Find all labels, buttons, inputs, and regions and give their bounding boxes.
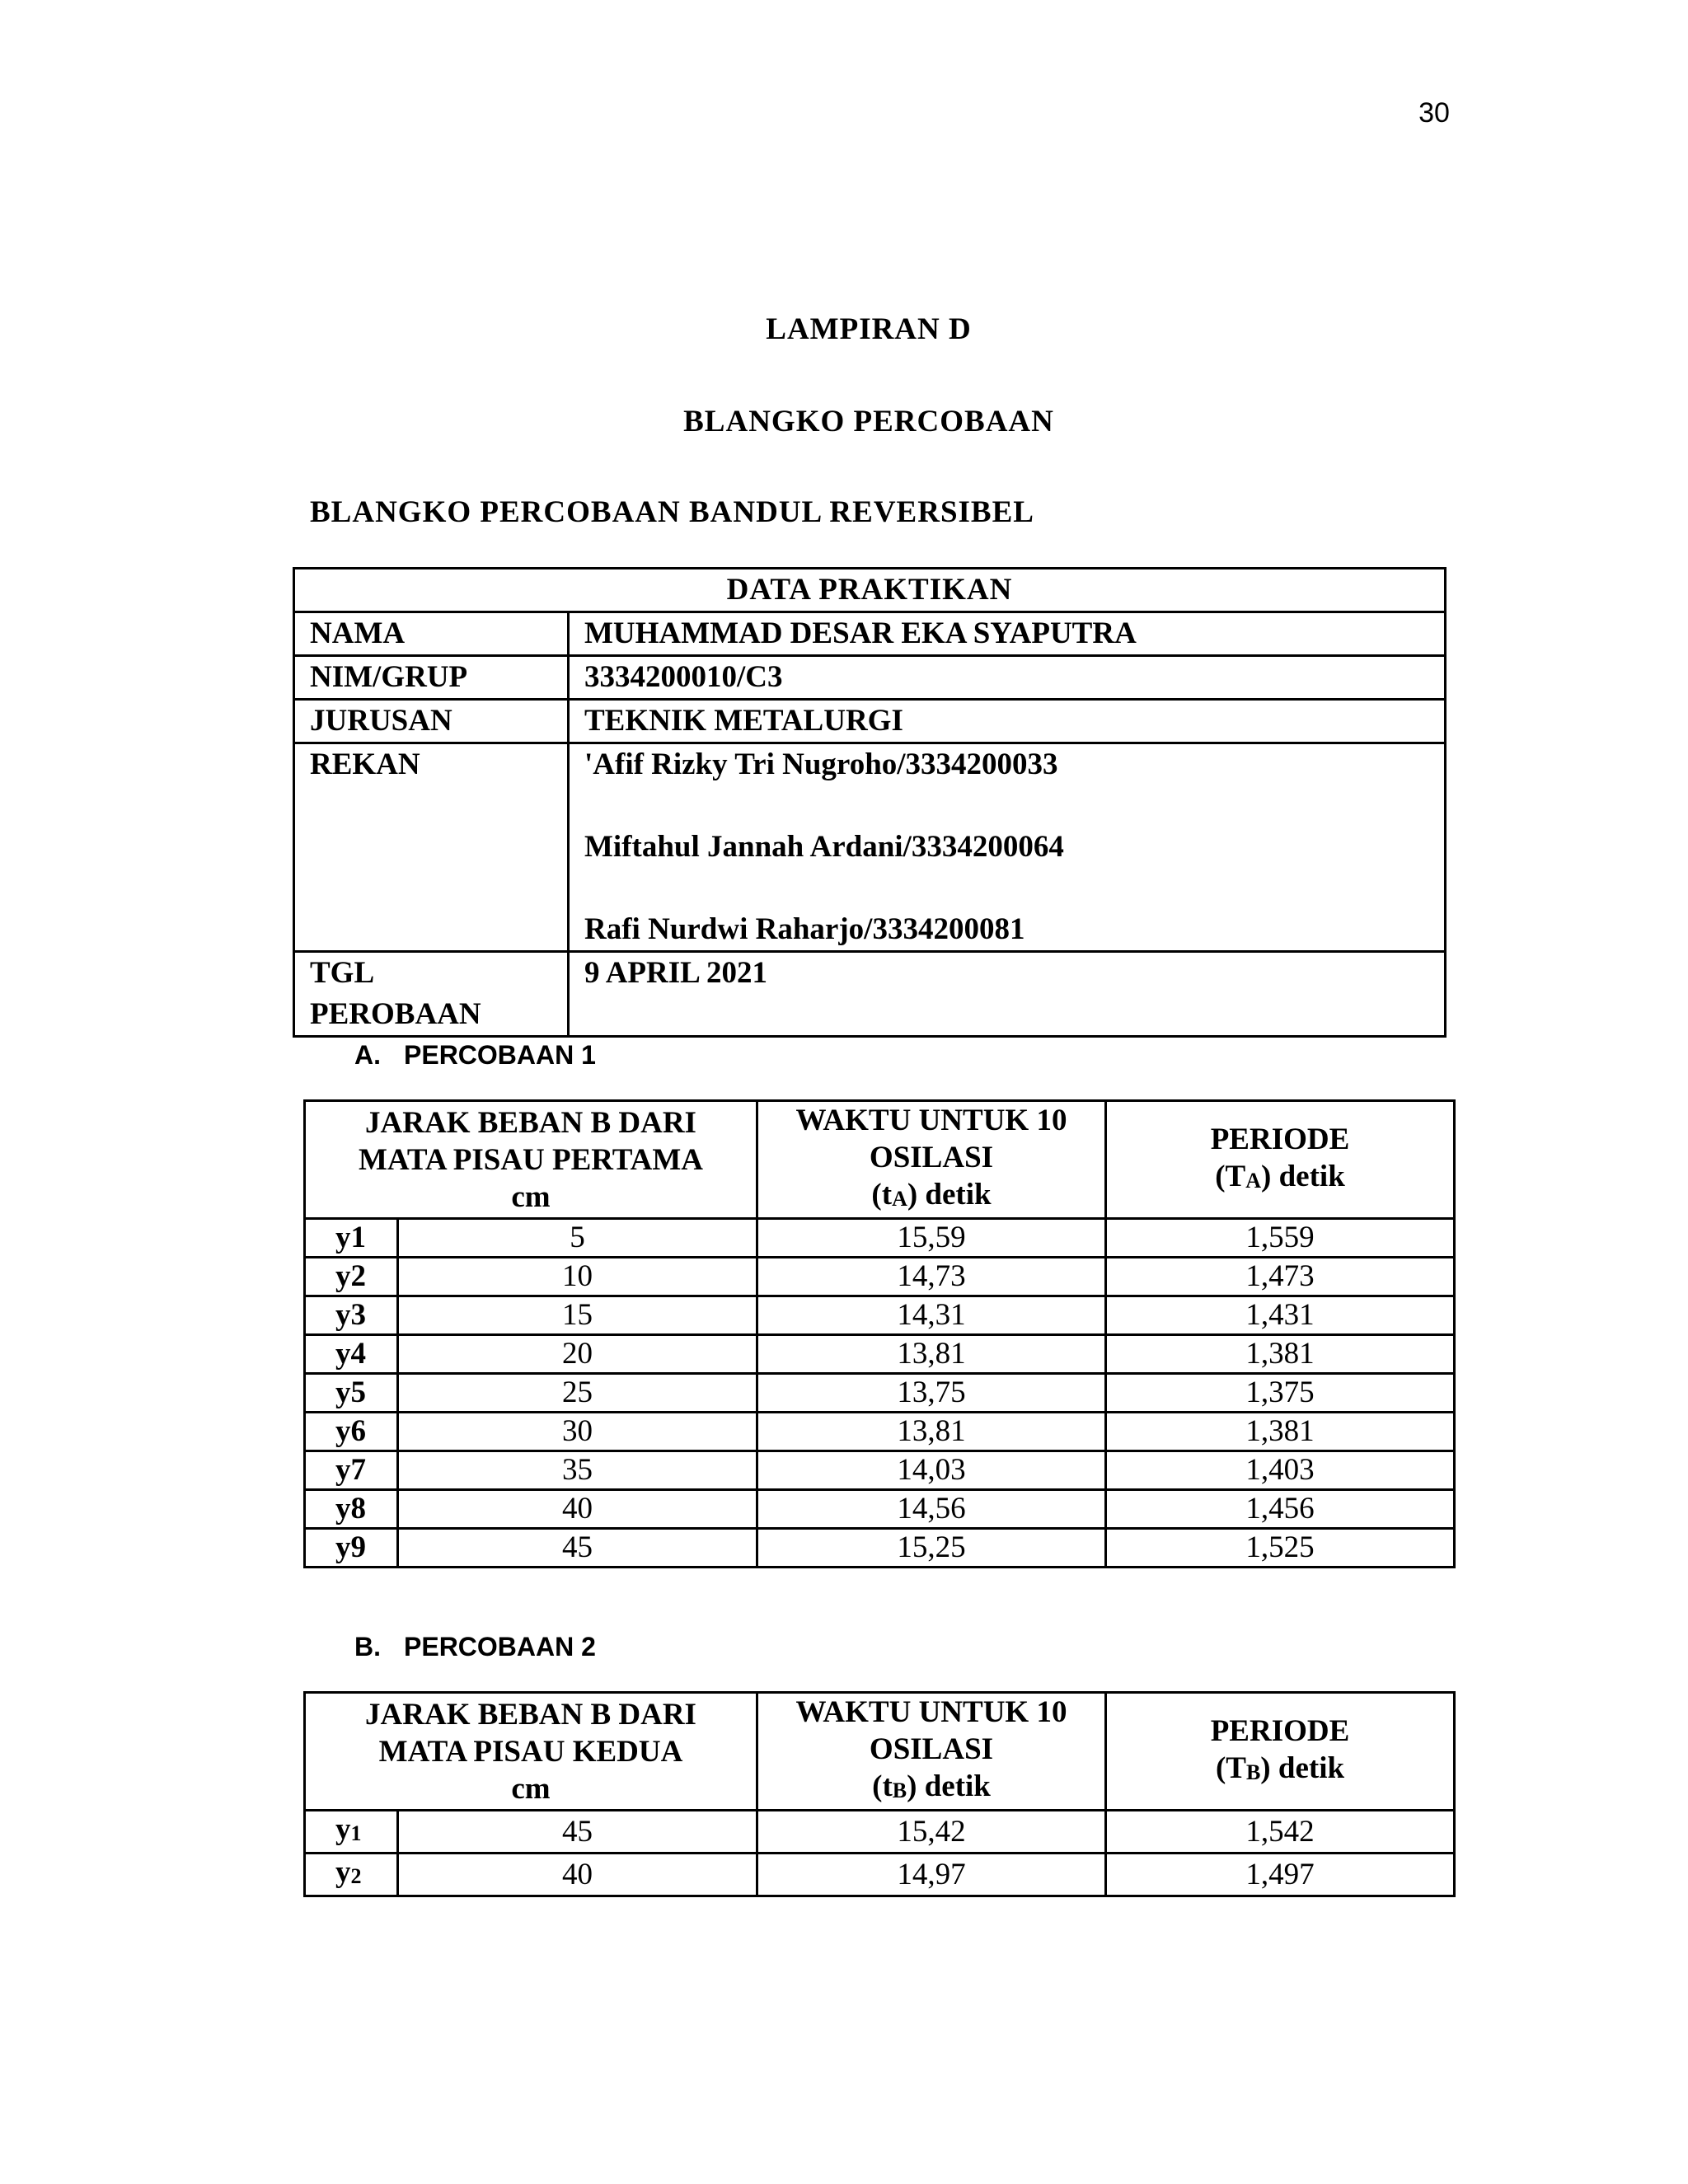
table-row [305, 1451, 1455, 1490]
distance-cell [398, 1529, 757, 1568]
nim-value: 3334200010/C3 [569, 656, 1446, 700]
distance-cell-text: 5 [570, 1221, 585, 1254]
period-cell [1106, 1529, 1455, 1568]
table-row [305, 1413, 1455, 1451]
distance-cell [398, 1413, 757, 1451]
period-cell [1106, 1413, 1455, 1451]
header-text: ) detik [1261, 1159, 1345, 1193]
row-label-text: y8 [335, 1492, 366, 1526]
name-value: MUHAMMAD DESAR EKA SYAPUTRA [569, 612, 1446, 656]
header-line: cm [511, 1179, 551, 1214]
experiment-1-table [303, 1099, 1456, 1568]
header-line [1107, 1158, 1453, 1199]
distance-cell-text: 25 [562, 1376, 593, 1409]
period-column-header [1106, 1693, 1455, 1811]
header-line: OSILASI [869, 1732, 994, 1766]
row-label-text: y2 [335, 1259, 366, 1293]
time-cell [757, 1413, 1106, 1451]
header-line [758, 1176, 1104, 1217]
header-line: WAKTU UNTUK 10 [795, 1104, 1067, 1137]
period-cell-text: 1,381 [1245, 1414, 1315, 1448]
time-cell [757, 1811, 1106, 1854]
period-cell-text: 1,456 [1245, 1492, 1315, 1526]
row-label [305, 1811, 398, 1854]
table-row [294, 656, 1446, 700]
date-value: 9 APRIL 2021 [569, 952, 1446, 1037]
table-row [294, 612, 1446, 656]
period-cell-text: 1,381 [1245, 1337, 1315, 1371]
row-label [305, 1374, 398, 1413]
row-label-text: y4 [335, 1337, 366, 1371]
date-label [294, 952, 569, 1037]
header-line: PERIODE [1210, 1713, 1350, 1748]
time-cell [757, 1296, 1106, 1335]
header-subscript: B [1245, 1760, 1261, 1784]
partner-item: 'Afif Rizky Tri Nugroho/3334200033 [584, 748, 1058, 781]
header-line [758, 1768, 1104, 1809]
table-row [294, 952, 1446, 1037]
row-label-text: y9 [335, 1530, 366, 1564]
header-line: WAKTU UNTUK 10 [795, 1695, 1067, 1729]
distance-cell-text: 30 [562, 1414, 593, 1448]
header-line [1107, 1750, 1453, 1791]
distance-cell [398, 1335, 757, 1374]
distance-cell-text: 15 [562, 1298, 593, 1332]
department-value: TEKNIK METALURGI [569, 700, 1446, 743]
date-label-line-2: PEROBAAN [310, 997, 481, 1031]
distance-cell-text: 45 [562, 1530, 593, 1564]
distance-cell [398, 1854, 757, 1896]
distance-cell [398, 1258, 757, 1296]
period-cell [1106, 1296, 1455, 1335]
practitioner-data-table [293, 567, 1447, 1038]
time-cell-text: 13,81 [897, 1414, 966, 1448]
row-label-text: y [335, 1812, 351, 1846]
section-a-heading [354, 1040, 596, 1071]
header-line: PERIODE [1210, 1122, 1350, 1156]
partner-item: Rafi Nurdwi Raharjo/3334200081 [584, 912, 1025, 946]
time-cell [757, 1529, 1106, 1568]
partner-label: REKAN [294, 743, 569, 952]
row-label [305, 1490, 398, 1529]
distance-cell [398, 1811, 757, 1854]
table-row [305, 1529, 1455, 1568]
time-cell [757, 1335, 1106, 1374]
partner-list [569, 743, 1446, 952]
period-cell-text: 1,525 [1245, 1530, 1315, 1564]
period-cell [1106, 1490, 1455, 1529]
time-cell-text: 14,56 [897, 1492, 966, 1526]
period-cell [1106, 1335, 1455, 1374]
row-label-text: y3 [335, 1298, 366, 1332]
time-cell [757, 1219, 1106, 1258]
period-cell [1106, 1451, 1455, 1490]
time-cell-text: 15,42 [897, 1814, 966, 1849]
row-label [305, 1413, 398, 1451]
experiment-heading: BLANGKO PERCOBAAN BANDUL REVERSIBEL [310, 495, 1034, 529]
time-cell [757, 1374, 1106, 1413]
table-row [305, 1854, 1455, 1896]
page-number: 30 [1418, 97, 1450, 129]
row-label-text: y7 [335, 1453, 366, 1487]
distance-cell [398, 1374, 757, 1413]
period-cell [1106, 1258, 1455, 1296]
time-column-header [757, 1101, 1106, 1219]
period-cell-text: 1,473 [1245, 1259, 1315, 1293]
time-cell [757, 1854, 1106, 1896]
time-cell-text: 14,97 [897, 1857, 966, 1891]
time-cell-text: 14,31 [897, 1298, 966, 1332]
distance-cell-text: 40 [562, 1492, 593, 1526]
row-label [305, 1335, 398, 1374]
distance-cell [398, 1451, 757, 1490]
distance-column-header [305, 1693, 757, 1811]
row-label [305, 1529, 398, 1568]
header-subscript: A [1245, 1168, 1262, 1193]
table-row [305, 1811, 1455, 1854]
row-label [305, 1296, 398, 1335]
row-label [305, 1219, 398, 1258]
section-a-marker: A. [354, 1040, 381, 1070]
distance-cell-text: 35 [562, 1453, 593, 1487]
row-label-text: y5 [335, 1376, 366, 1409]
time-cell-text: 13,75 [897, 1376, 966, 1409]
time-cell [757, 1258, 1106, 1296]
distance-cell-text: 20 [562, 1337, 593, 1371]
row-label-text: y1 [335, 1221, 366, 1254]
section-b-title: PERCOBAAN 2 [404, 1632, 596, 1661]
section-b-heading [354, 1632, 596, 1662]
table-row [305, 1374, 1455, 1413]
header-subscript: B [892, 1779, 907, 1802]
distance-cell-text: 45 [562, 1814, 593, 1849]
header-text: ) detik [1260, 1750, 1345, 1785]
header-text: (t [872, 1769, 893, 1803]
table-row [305, 1335, 1455, 1374]
form-title: BLANGKO PERCOBAAN [683, 405, 1054, 438]
distance-cell [398, 1296, 757, 1335]
practitioner-data-header: DATA PRAKTIKAN [294, 569, 1446, 612]
row-label-text: y6 [335, 1414, 366, 1448]
period-cell-text: 1,559 [1245, 1221, 1315, 1254]
experiment-2-table [303, 1691, 1456, 1897]
name-label: NAMA [294, 612, 569, 656]
table-row [294, 700, 1446, 743]
header-text: ) detik [907, 1178, 992, 1212]
distance-cell [398, 1219, 757, 1258]
period-cell-text: 1,497 [1245, 1857, 1315, 1891]
row-label [305, 1451, 398, 1490]
header-line: JARAK BEBAN B DARI [365, 1105, 696, 1140]
table-row [305, 1296, 1455, 1335]
period-cell [1106, 1854, 1455, 1896]
period-cell [1106, 1811, 1455, 1854]
header-subscript: A [892, 1187, 907, 1211]
time-cell [757, 1451, 1106, 1490]
time-cell-text: 14,73 [897, 1259, 966, 1293]
header-line: MATA PISAU PERTAMA [358, 1142, 704, 1177]
period-column-header [1106, 1101, 1455, 1219]
header-line: cm [511, 1771, 551, 1806]
date-label-line-1: TGL [310, 956, 375, 990]
time-column-header [757, 1693, 1106, 1811]
header-line: JARAK BEBAN B DARI [365, 1697, 696, 1732]
table-row [305, 1490, 1455, 1529]
header-text: (T [1215, 1159, 1246, 1193]
period-cell-text: 1,403 [1245, 1453, 1315, 1487]
table-row [305, 1258, 1455, 1296]
time-cell [757, 1490, 1106, 1529]
table-row [305, 1219, 1455, 1258]
distance-cell [398, 1490, 757, 1529]
department-label: JURUSAN [294, 700, 569, 743]
time-cell-text: 14,03 [897, 1453, 966, 1487]
header-line: OSILASI [869, 1141, 994, 1174]
distance-cell-text: 10 [562, 1259, 593, 1293]
row-label [305, 1854, 398, 1896]
row-label-subscript: 2 [350, 1864, 362, 1888]
appendix-title: LAMPIRAN D [766, 312, 972, 346]
period-cell-text: 1,431 [1245, 1298, 1315, 1332]
period-cell-text: 1,542 [1245, 1814, 1315, 1849]
header-text: (T [1215, 1750, 1246, 1785]
header-line: MATA PISAU KEDUA [378, 1734, 683, 1769]
section-b-marker: B. [354, 1632, 381, 1661]
period-cell [1106, 1219, 1455, 1258]
table-row [294, 743, 1446, 952]
row-label [305, 1258, 398, 1296]
row-label-text: y [335, 1855, 351, 1889]
row-label-subscript: 1 [350, 1821, 362, 1845]
period-cell [1106, 1374, 1455, 1413]
period-cell-text: 1,375 [1245, 1376, 1315, 1409]
time-cell-text: 15,25 [897, 1530, 966, 1564]
header-text: (t [871, 1178, 893, 1212]
partner-item: Miftahul Jannah Ardani/3334200064 [584, 830, 1064, 864]
header-text: ) detik [907, 1769, 991, 1803]
time-cell-text: 13,81 [897, 1337, 966, 1371]
distance-column-header [305, 1101, 757, 1219]
distance-cell-text: 40 [562, 1857, 593, 1891]
nim-label: NIM/GRUP [294, 656, 569, 700]
section-a-title: PERCOBAAN 1 [404, 1040, 596, 1070]
time-cell-text: 15,59 [897, 1221, 966, 1254]
